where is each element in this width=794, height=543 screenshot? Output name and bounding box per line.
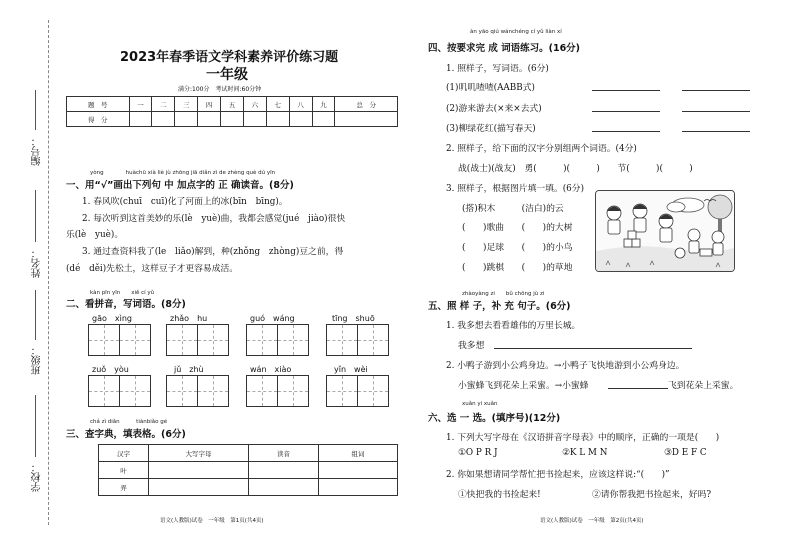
sec6-q1: 1. 下列大写字母在《汉语拼音字母表》中的顺序，正确的一项是( ) bbox=[446, 433, 720, 443]
answer-blank[interactable] bbox=[682, 123, 750, 132]
word-pinyin: tīng shuō bbox=[332, 314, 375, 323]
binding-dashed-line bbox=[48, 20, 49, 525]
footer-left: 语文(人教版)试卷 一年级 第1页(共4页) bbox=[160, 518, 264, 524]
sec6-pinyin: xuǎn yi xuǎn bbox=[462, 401, 498, 407]
sec2-title: 二、看拼音，写词语。(8分) bbox=[66, 299, 186, 310]
writing-box[interactable] bbox=[119, 324, 151, 356]
sec4-q3-example: (搭)积木 (洁白)的云 bbox=[462, 204, 564, 214]
answer-blank[interactable] bbox=[682, 103, 750, 112]
writing-box[interactable] bbox=[88, 375, 120, 407]
margin-number-label: 编号： bbox=[32, 136, 43, 166]
score-input-cell[interactable] bbox=[243, 112, 266, 127]
dictionary-input-cell[interactable] bbox=[249, 479, 319, 496]
score-input-cell[interactable] bbox=[175, 112, 198, 127]
sec5-pinyin: zhàoyàng zi bǔ chōng jù zi bbox=[462, 291, 545, 297]
score-input-cell[interactable] bbox=[312, 112, 335, 127]
writing-box[interactable] bbox=[277, 324, 309, 356]
score-table-header-row bbox=[67, 97, 398, 112]
score-input-cell[interactable] bbox=[221, 112, 244, 127]
sec6-q2-option[interactable]: ①快把我的书捡起来! bbox=[458, 490, 541, 500]
dictionary-row bbox=[99, 462, 398, 479]
answer-blank[interactable] bbox=[592, 82, 660, 91]
word-pinyin: zuǒ yòu bbox=[92, 365, 129, 374]
writing-box[interactable] bbox=[246, 375, 278, 407]
sec4-q2: 2. 照样子，给下面的汉字分别组两个词语。(4分) bbox=[446, 144, 637, 154]
score-input-cell[interactable] bbox=[335, 112, 398, 127]
dictionary-header-cell: 组词 bbox=[319, 445, 398, 462]
score-cell: 一 bbox=[129, 97, 152, 112]
sec6-title: 六、选 一 选。(填序号)(12分) bbox=[428, 413, 561, 424]
margin-class-label: 班级： bbox=[32, 345, 43, 375]
writing-box[interactable] bbox=[197, 375, 229, 407]
writing-box[interactable] bbox=[277, 375, 309, 407]
margin-number-line bbox=[35, 90, 36, 130]
score-cell: 九 bbox=[312, 97, 335, 112]
score-cell: 二 bbox=[152, 97, 175, 112]
writing-box[interactable] bbox=[326, 324, 358, 356]
dictionary-char-cell: 弄 bbox=[99, 479, 149, 496]
margin-name-line bbox=[35, 190, 36, 242]
exam-meta: 满分:100分 考试时间:60分钟 bbox=[178, 86, 262, 93]
sec1-pinyin: yòng huàchū xià liè jù zhōng jiā diǎn zì de zhèng què dú yīn bbox=[90, 170, 276, 176]
writing-box[interactable] bbox=[326, 375, 358, 407]
writing-box[interactable] bbox=[357, 375, 389, 407]
score-table-score-row bbox=[67, 112, 398, 127]
sec4-q2-line: 战(战士)(战友) 勇( )( ) 节( )( ) bbox=[458, 164, 693, 174]
writing-box[interactable] bbox=[166, 324, 198, 356]
sec2-pinyin: kàn pīn yīn xiě cí yǔ bbox=[90, 290, 155, 296]
sec6-q1-option[interactable]: ②K L M N bbox=[562, 448, 608, 458]
score-label-cell: 得 分 bbox=[67, 112, 130, 127]
writing-box[interactable] bbox=[88, 324, 120, 356]
sec4-pinyin: àn yāo qiú wánchéng cí yǔ liàn xí bbox=[470, 29, 562, 35]
sec1-title: 一、用“√”画出下列句 中 加点字的 正 确读音。(8分) bbox=[66, 180, 294, 191]
dictionary-input-cell[interactable] bbox=[149, 479, 249, 496]
answer-blank[interactable] bbox=[494, 340, 692, 349]
dictionary-row bbox=[99, 479, 398, 496]
footer-right: 语文(人教版)试卷 一年级 第2页(共4页) bbox=[540, 518, 644, 524]
margin-class-line bbox=[35, 290, 36, 340]
word-pinyin: gāo xìng bbox=[92, 314, 132, 323]
sec5-q2-answer-b: 飞到花朵上采蜜。 bbox=[668, 381, 739, 391]
sec5-title: 五、照 样 子，补 充 句子。(6分) bbox=[428, 301, 571, 312]
margin-name-label: 姓名： bbox=[32, 248, 43, 278]
score-cell: 总 分 bbox=[335, 97, 398, 112]
sec4-q1: 1. 照样子，写词语。(6分) bbox=[446, 64, 549, 74]
sec6-q2: 2. 你如果想请同学帮忙把书捡起来，应该这样说:“( )” bbox=[446, 470, 670, 480]
sec1-q3b: (dé děi)先松土，这样豆子才更容易成活。 bbox=[66, 264, 239, 274]
sec1-q2a: 2. 每次听到这首美妙的乐(lè yuè)曲，我都会感觉(jué jiào)很快 bbox=[82, 214, 346, 224]
sec5-q2-answer-a: 小蜜蜂飞到花朵上采蜜。→小蜜蜂 bbox=[458, 381, 589, 391]
exam-title: 2023年春季语文学科素养评价练习题 bbox=[120, 50, 339, 65]
dictionary-table bbox=[98, 444, 398, 496]
answer-blank[interactable] bbox=[682, 82, 750, 91]
sec4-q3: 3. 照样子，根据图片填一填。(6分) bbox=[446, 184, 585, 194]
answer-blank[interactable] bbox=[592, 103, 660, 112]
dictionary-input-cell[interactable] bbox=[319, 462, 398, 479]
score-input-cell[interactable] bbox=[266, 112, 289, 127]
word-pinyin: zhǎo hu bbox=[170, 314, 208, 323]
dictionary-header-cell: 大写字母 bbox=[149, 445, 249, 462]
sec4-q3-row: ( )跳棋 ( )的草地 bbox=[462, 263, 573, 273]
margin-school-line bbox=[35, 395, 36, 457]
dictionary-input-cell[interactable] bbox=[149, 462, 249, 479]
sec3-pinyin: chá zì diǎn tiánbiǎo gé bbox=[90, 419, 168, 425]
writing-box[interactable] bbox=[197, 324, 229, 356]
sec1-q3a: 3. 通过查资料我了(le liǎo)解到，种(zhǒng zhòng)豆之前，得 bbox=[82, 247, 344, 257]
answer-blank[interactable] bbox=[608, 380, 668, 389]
sec6-q2-option[interactable]: ②请你帮我把书捡起来，好吗? bbox=[592, 490, 712, 500]
sec4-q3-row: ( )歌曲 ( )的大树 bbox=[462, 223, 573, 233]
sec4-q3-row: ( )足球 ( )的小鸟 bbox=[462, 243, 573, 253]
dictionary-header-cell: 汉字 bbox=[99, 445, 149, 462]
writing-box[interactable] bbox=[357, 324, 389, 356]
sec4-q1-item: (2)游来游去(×来×去式) bbox=[446, 104, 542, 114]
word-pinyin: jǔ zhù bbox=[174, 365, 204, 374]
score-input-cell[interactable] bbox=[198, 112, 221, 127]
writing-box[interactable] bbox=[246, 324, 278, 356]
sec4-q1-item: (1)叽叽喳喳(AABB式) bbox=[446, 83, 535, 93]
score-cell: 题 号 bbox=[67, 97, 130, 112]
score-cell: 五 bbox=[221, 97, 244, 112]
writing-box[interactable] bbox=[119, 375, 151, 407]
score-table bbox=[66, 96, 398, 127]
sec4-title: 四、按要求完 成 词语练习。(16分) bbox=[428, 43, 581, 54]
dictionary-header-row bbox=[99, 445, 398, 462]
sec5-q1: 1. 我多想去看看雄伟的万里长城。 bbox=[446, 321, 581, 331]
score-input-cell[interactable] bbox=[289, 112, 312, 127]
dictionary-input-cell[interactable] bbox=[249, 462, 319, 479]
answer-blank[interactable] bbox=[592, 123, 660, 132]
score-input-cell[interactable] bbox=[129, 112, 152, 127]
sec1-q1: 1. 春风吹(chuī cuī)化了河面上的冰(bīn bīng)。 bbox=[82, 197, 288, 207]
sec3-title: 三、查字典，填表格。(6分) bbox=[66, 429, 186, 440]
word-pinyin: guó wáng bbox=[250, 314, 295, 323]
sec6-q1-option[interactable]: ①O P R J bbox=[458, 448, 498, 458]
word-pinyin: wán xiào bbox=[250, 365, 292, 374]
sec4-q1-item: (3)柳绿花红(描写春天) bbox=[446, 124, 536, 134]
sec5-q1-answer: 我多想 bbox=[458, 341, 485, 351]
dictionary-input-cell[interactable] bbox=[319, 479, 398, 496]
sec1-q2b: 乐(lè yuè)。 bbox=[66, 230, 124, 240]
word-pinyin: yǐn wèi bbox=[334, 365, 368, 374]
score-cell: 七 bbox=[266, 97, 289, 112]
sec6-q1-option[interactable]: ③D E F C bbox=[664, 448, 707, 458]
illustration-svg bbox=[596, 191, 735, 272]
children-playing-illustration bbox=[595, 190, 735, 272]
score-input-cell[interactable] bbox=[152, 112, 175, 127]
margin-school-label: 学校： bbox=[32, 462, 43, 492]
dictionary-char-cell: 叶 bbox=[99, 462, 149, 479]
writing-box[interactable] bbox=[166, 375, 198, 407]
sec5-q2: 2. 小鸭子游到小公鸡身边。→小鸭子飞快地游到小公鸡身边。 bbox=[446, 361, 685, 371]
dictionary-header-cell: 读音 bbox=[249, 445, 319, 462]
score-cell: 八 bbox=[289, 97, 312, 112]
exam-grade: 一年级 bbox=[206, 67, 248, 83]
score-cell: 三 bbox=[175, 97, 198, 112]
score-cell: 四 bbox=[198, 97, 221, 112]
score-cell: 六 bbox=[243, 97, 266, 112]
